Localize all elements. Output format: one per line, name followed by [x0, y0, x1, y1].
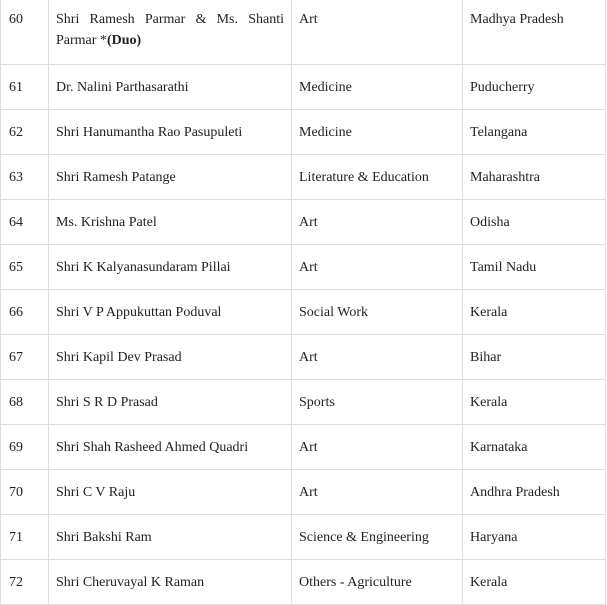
name-cell: Shri Ramesh Patange — [49, 155, 292, 200]
serial-number-cell: 63 — [1, 155, 49, 200]
field-cell: Art — [292, 335, 463, 380]
serial-number-cell: 70 — [1, 470, 49, 515]
state-cell: Andhra Pradesh — [463, 470, 606, 515]
table-row — [1, 290, 606, 335]
serial-number-cell: 72 — [1, 560, 49, 605]
duo-label: (Duo) — [106, 33, 142, 48]
state-cell: Maharashtra — [463, 155, 606, 200]
state-cell: Madhya Pradesh — [463, 0, 606, 65]
field-cell: Others - Agriculture — [292, 560, 463, 605]
name-cell: Shri Shah Rasheed Ahmed Quadri — [49, 425, 292, 470]
name-cell: Shri Hanumantha Rao Pasupuleti — [49, 110, 292, 155]
state-cell: Haryana — [463, 515, 606, 560]
field-cell: Art — [292, 470, 463, 515]
table-row — [1, 515, 606, 560]
state-cell: Tamil Nadu — [463, 245, 606, 290]
table-row — [1, 155, 606, 200]
state-cell: Kerala — [463, 380, 606, 425]
field-cell: Sports — [292, 380, 463, 425]
serial-number-cell: 60 — [1, 0, 49, 65]
name-cell: Shri Cheruvayal K Raman — [49, 560, 292, 605]
table-row — [1, 200, 606, 245]
state-cell: Karnataka — [463, 425, 606, 470]
table-row — [1, 335, 606, 380]
serial-number-cell: 66 — [1, 290, 49, 335]
name-cell: Shri S R D Prasad — [49, 380, 292, 425]
table-row — [1, 470, 606, 515]
name-cell: Shri K Kalyanasundaram Pillai — [49, 245, 292, 290]
field-cell: Art — [292, 200, 463, 245]
state-cell: Bihar — [463, 335, 606, 380]
name-cell — [49, 0, 292, 65]
field-cell: Medicine — [292, 65, 463, 110]
state-cell: Odisha — [463, 200, 606, 245]
table-row — [1, 380, 606, 425]
state-cell: Puducherry — [463, 65, 606, 110]
serial-number-cell: 71 — [1, 515, 49, 560]
field-cell: Science & Engineering — [292, 515, 463, 560]
field-cell: Social Work — [292, 290, 463, 335]
table-row — [1, 425, 606, 470]
serial-number-cell: 61 — [1, 65, 49, 110]
name-cell: Shri Kapil Dev Prasad — [49, 335, 292, 380]
field-cell: Literature & Education — [292, 155, 463, 200]
field-cell: Medicine — [292, 110, 463, 155]
field-cell: Art — [292, 425, 463, 470]
serial-number-cell: 69 — [1, 425, 49, 470]
field-cell: Art — [292, 0, 463, 65]
name-cell: Shri Bakshi Ram — [49, 515, 292, 560]
serial-number-cell: 65 — [1, 245, 49, 290]
name-cell: Shri C V Raju — [49, 470, 292, 515]
name-text: Shri Ramesh Parmar & Ms. Shanti Parmar * — [56, 12, 284, 48]
serial-number-cell: 68 — [1, 380, 49, 425]
state-cell: Telangana — [463, 110, 606, 155]
state-cell: Kerala — [463, 560, 606, 605]
name-cell: Ms. Krishna Patel — [49, 200, 292, 245]
table-row — [1, 110, 606, 155]
table-row — [1, 245, 606, 290]
name-cell: Dr. Nalini Parthasarathi — [49, 65, 292, 110]
table-row — [1, 65, 606, 110]
name-cell: Shri V P Appukuttan Poduval — [49, 290, 292, 335]
field-cell: Art — [292, 245, 463, 290]
table-row — [1, 560, 606, 605]
serial-number-cell: 67 — [1, 335, 49, 380]
serial-number-cell: 62 — [1, 110, 49, 155]
table-row — [1, 0, 606, 65]
state-cell: Kerala — [463, 290, 606, 335]
serial-number-cell: 64 — [1, 200, 49, 245]
